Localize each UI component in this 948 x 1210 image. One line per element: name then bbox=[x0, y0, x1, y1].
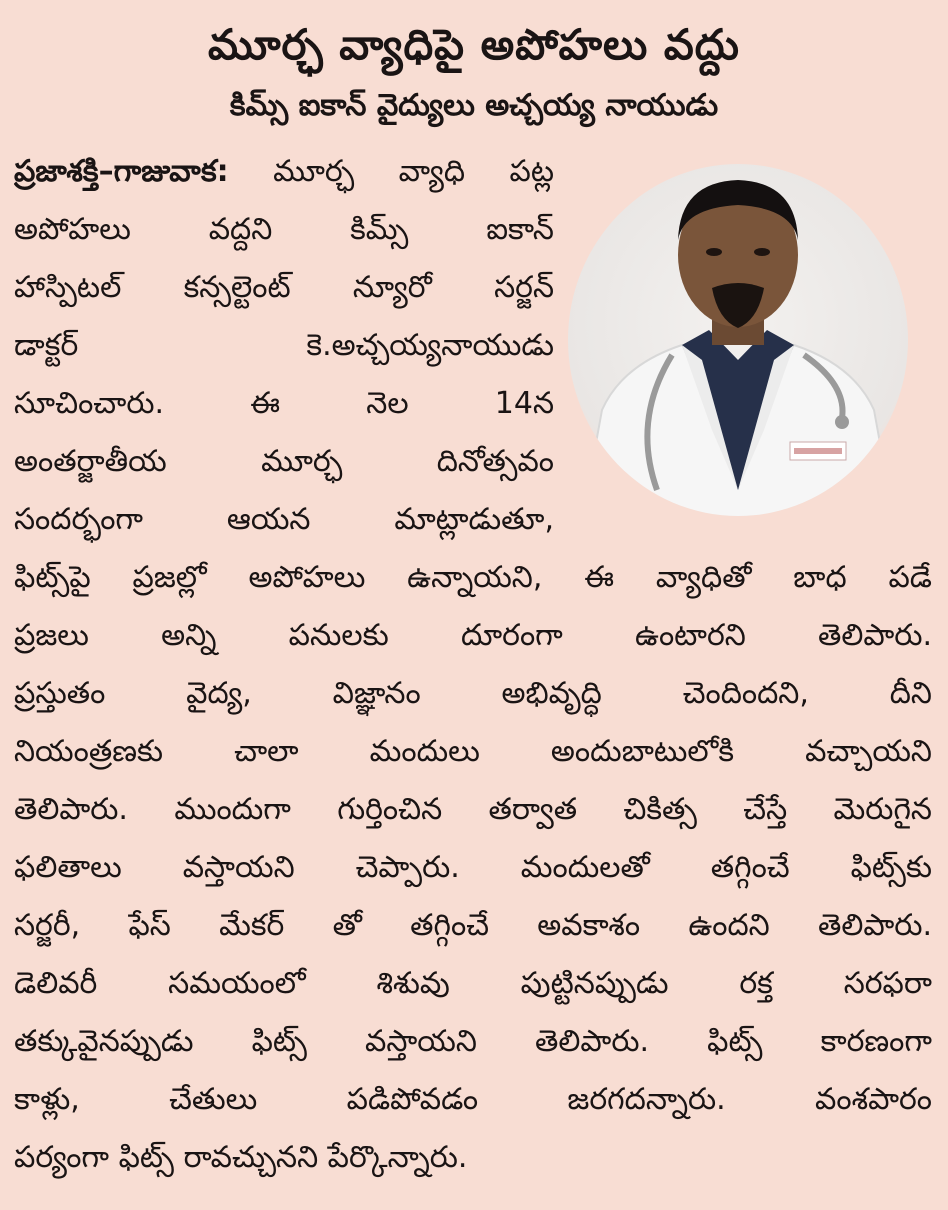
article-line-18: పర్యంగా ఫిట్స్ రావచ్చునని పేర్కొన్నారు. bbox=[14, 1140, 468, 1175]
article-line-7: సందర్భంగా ఆయన మాట్లాడుతూ, bbox=[14, 502, 554, 537]
subheadline: కిమ్స్ ఐకాన్ వైద్యులు అచ్చయ్య నాయుడు bbox=[229, 88, 719, 123]
article-line-4: డాక్టర్ కె.అచ్చయ్యనాయుడు bbox=[14, 328, 554, 363]
article-line-17: కాళ్లు, చేతులు పడిపోవడం జరగదన్నారు. వంశపారం bbox=[14, 1082, 932, 1117]
article-line-12: తెలిపారు. ముందుగా గుర్తించిన తర్వాత చికిత్స చేస్తే మెరుగైన bbox=[14, 792, 932, 827]
headline: మూర్ఛ వ్యాధిపై అపోహలు వద్దు bbox=[208, 20, 740, 69]
doctor-photo bbox=[562, 160, 914, 520]
article-line-1-text: మూర్ఛ వ్యాధి పట్ల bbox=[273, 154, 554, 189]
article-line-8: ఫిట్స్‌పై ప్రజల్లో అపోహలు ఉన్నాయని, ఈ వ్యాధితో బాధ పడే bbox=[14, 560, 932, 595]
article-line-10: ప్రస్తుతం వైద్య, విజ్ఞానం అభివృద్ధి చెందిందని, దీని bbox=[14, 676, 932, 711]
article-line-15: డెలివరీ సమయంలో శిశువు పుట్టినప్పుడు రక్త సరఫరా bbox=[14, 966, 932, 1001]
article-line-3: హాస్పిటల్ కన్సల్టెంట్ న్యూరో సర్జన్ bbox=[14, 270, 554, 305]
article-line-13: ఫలితాలు వస్తాయని చెప్పారు. మందులతో తగ్గించే ఫిట్స్‌కు bbox=[14, 850, 932, 885]
article-line-5: సూచించారు. ఈ నెల 14న bbox=[14, 386, 554, 421]
article-line-6: అంతర్జాతీయ మూర్ఛ దినోత్సవం bbox=[14, 444, 554, 479]
article-line-1 bbox=[14, 142, 554, 202]
article-line-16: తక్కువైనప్పుడు ఫిట్స్ వస్తాయని తెలిపారు. ఫిట్స్ కారణంగా bbox=[14, 1024, 932, 1059]
article-line-9: ప్రజలు అన్ని పనులకు దూరంగా ఉంటారని తెలిపారు. bbox=[14, 618, 932, 653]
article-line-11: నియంత్రణకు చాలా మందులు అందుబాటులోకి వచ్చాయని bbox=[14, 734, 932, 769]
dateline: ప్రజాశక్తి–గాజువాక: bbox=[14, 154, 229, 189]
article-line-14: సర్జరీ, ఫేస్ మేకర్ తో తగ్గించే అవకాశం ఉందని తెలిపారు. bbox=[14, 908, 932, 943]
article-line-2: అపోహలు వద్దని కిమ్స్ ఐకాన్ bbox=[14, 212, 554, 247]
